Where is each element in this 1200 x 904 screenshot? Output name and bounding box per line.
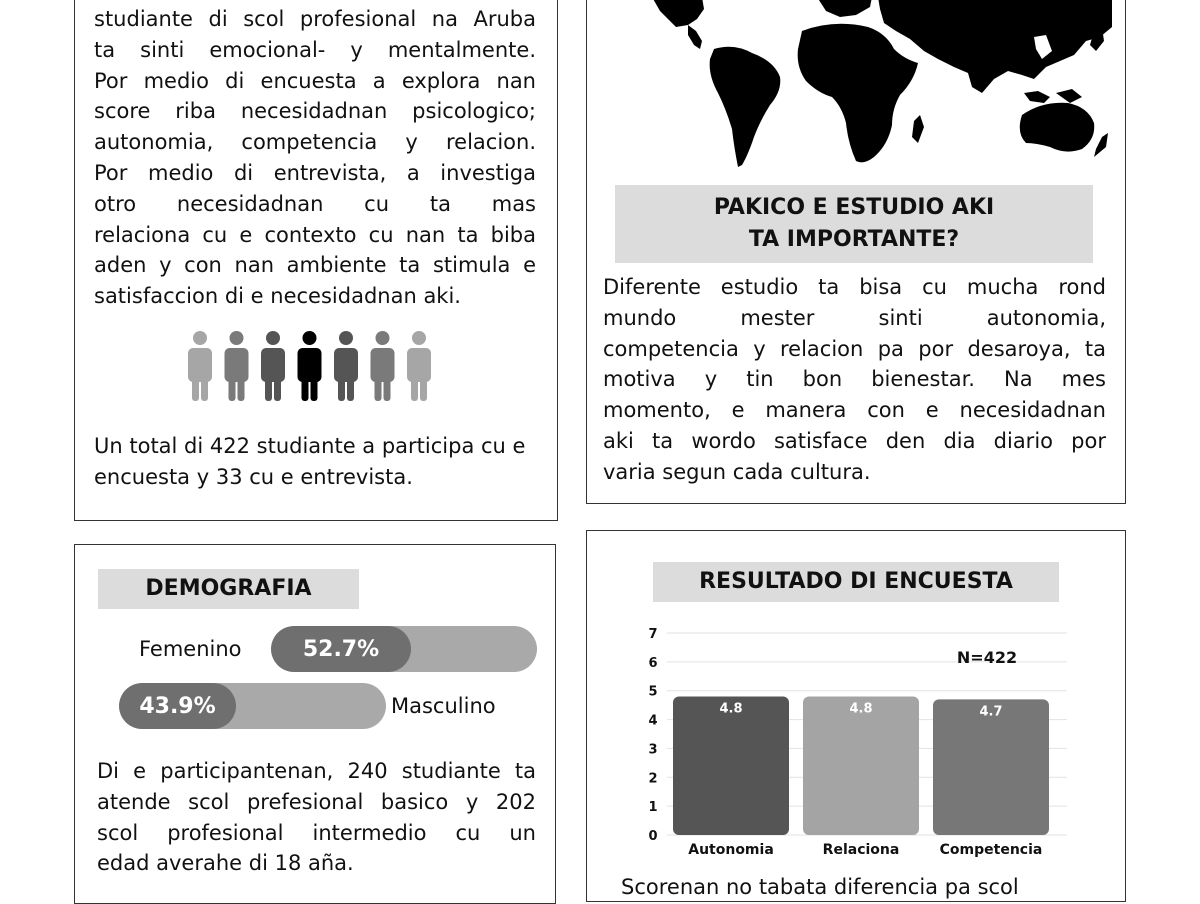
person-icon <box>261 331 285 401</box>
world-map-icon <box>642 0 1112 172</box>
bar-value-label: 4.7 <box>979 704 1003 720</box>
y-tick-label: 2 <box>648 771 658 787</box>
text-line: edad averahe di 18 aña. <box>97 851 354 876</box>
male-bar <box>119 683 386 729</box>
text-line: ta sinti emocional- y mentalmente. <box>94 37 536 62</box>
importance-panel <box>586 0 1126 504</box>
female-label: Femenino <box>139 637 242 661</box>
female-bar-fill: 52.7% <box>271 626 411 672</box>
person-icon <box>407 331 431 401</box>
text-line: Por medio di encuesta a explora nan <box>94 68 536 93</box>
results-heading: RESULTADO DI ENCUESTA <box>653 562 1059 602</box>
text-line: aki ta wordo satisface den dia diario por <box>603 428 1106 453</box>
results-footer-text: Scorenan no tabata diferencia pa scol <box>621 875 1019 899</box>
results-bar-chart <box>637 617 1097 867</box>
people-icon-row <box>179 331 439 411</box>
demographics-panel <box>74 544 556 904</box>
text-line: relaciona cu e contexto cu nan ta biba <box>94 222 536 247</box>
person-icon <box>298 331 322 401</box>
results-panel <box>586 530 1126 902</box>
demographics-text <box>97 756 536 879</box>
y-tick-label: 5 <box>648 684 658 700</box>
text-line: varia segun cada cultura. <box>603 459 871 484</box>
y-tick-label: 6 <box>648 655 658 671</box>
text-line: Di e participantenan, 240 studiante ta <box>97 759 536 783</box>
text-line: autonomia, competencia y relacion. <box>94 130 536 155</box>
person-icon <box>371 331 395 401</box>
text-line: scol profesional intermedio cu un <box>97 820 536 845</box>
text-line: motiva y tin bon bienestar. Na mes <box>603 367 1106 392</box>
x-category-label: Autonomia <box>688 842 774 858</box>
text-line: score riba necesidadnan psicologico; <box>94 99 536 124</box>
text-line: momento, e manera con e necesidadnan <box>603 398 1106 423</box>
person-icon <box>188 331 212 401</box>
bar-value-label: 4.8 <box>719 701 743 717</box>
bar <box>673 696 789 835</box>
text-line: Por medio di entrevista, a investiga <box>94 160 536 185</box>
bar-value-label: 4.8 <box>849 701 873 717</box>
x-category-label: Competencia <box>939 842 1043 858</box>
bar <box>803 696 919 835</box>
intro-text <box>94 4 536 312</box>
male-label: Masculino <box>391 694 496 718</box>
bar <box>933 699 1049 835</box>
text-line: studiante di scol profesional na Aruba <box>94 7 536 31</box>
intro-panel <box>74 0 558 521</box>
y-tick-label: 3 <box>648 742 658 758</box>
person-icon <box>225 331 249 401</box>
y-tick-label: 7 <box>648 627 658 642</box>
person-icon <box>334 331 358 401</box>
y-tick-label: 1 <box>648 800 658 816</box>
participants-text: Un total di 422 studiante a participa cu e encuesta y 33 cu e entrevista. <box>94 434 526 489</box>
text-line: mundo mester sinti autonomia, <box>603 305 1106 330</box>
text-line: satisfaccion di e necesidadnan aki. <box>94 284 461 309</box>
text-line: Diferente estudio ta bisa cu mucha rond <box>603 275 1106 299</box>
text-line: competencia y relacion pa por desaroya, ta <box>603 336 1106 361</box>
demographics-heading: DEMOGRAFIA <box>98 569 359 609</box>
y-tick-label: 4 <box>648 713 658 729</box>
x-category-label: Relaciona <box>822 842 900 858</box>
text-line: otro necesidadnan cu ta mas <box>94 191 536 216</box>
male-bar-fill: 43.9% <box>119 683 236 729</box>
sample-size-annotation: N=422 <box>956 648 1018 667</box>
female-bar <box>271 626 537 672</box>
text-line: atende scol prefesional basico y 202 <box>97 789 536 814</box>
importance-heading: PAKICO E ESTUDIO AKI TA IMPORTANTE? <box>615 185 1093 263</box>
y-tick-label: 0 <box>648 829 658 844</box>
importance-text <box>603 272 1106 488</box>
text-line: aden y con nan ambiente ta stimula e <box>94 253 536 278</box>
